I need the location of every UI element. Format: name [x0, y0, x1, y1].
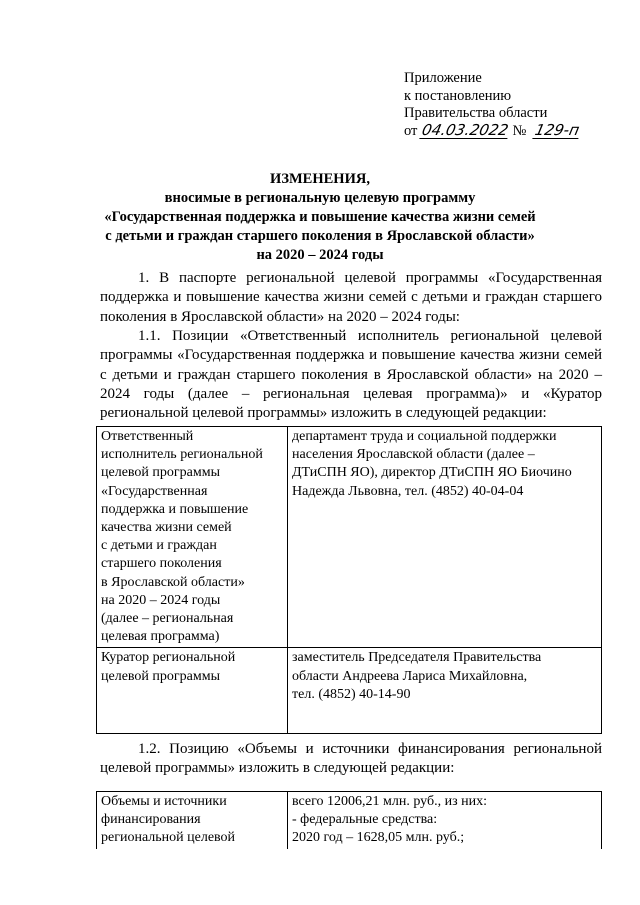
cell-line: «Государственная: [101, 483, 208, 499]
table-row: [97, 427, 602, 648]
cell-line: поддержка и повышение: [101, 501, 249, 517]
appendix-line-3: Правительства области: [404, 105, 548, 121]
cell-line: департамент труда и социальной поддержки: [292, 429, 557, 444]
cell-line: в Ярославской области»: [101, 574, 245, 590]
cell-line: ДТиСПН ЯО), директор ДТиСПН ЯО Биочино: [292, 465, 572, 481]
cell-line: Ответственный: [101, 429, 194, 444]
cell-line: на 2020 – 2024 годы: [101, 592, 221, 608]
cell-line: заместитель Председателя Правительства: [292, 650, 542, 666]
cell-line: населения Ярославской области (далее –: [292, 447, 535, 463]
section-1-2: [100, 740, 602, 779]
cell-line: целевой программы: [101, 465, 220, 481]
cell-line: целевой программы: [101, 668, 220, 684]
cell-line: всего 12006,21 млн. руб., из них:: [292, 794, 488, 809]
title-line-1: ИЗМЕНЕНИЯ,: [270, 171, 370, 187]
section-1-1: [100, 327, 602, 423]
table-cell-label: [97, 792, 288, 849]
appendix-line-1: Приложение: [404, 70, 482, 86]
table-cell-label: [97, 427, 288, 648]
appendix-date-number: [404, 120, 582, 141]
cell-line: Надежда Львовна, тел. (4852) 40-04-04: [292, 483, 524, 499]
appendix-header: [404, 70, 580, 140]
table-cell-value: [288, 792, 602, 849]
table-row: [97, 648, 602, 734]
financing-table: [96, 791, 602, 849]
handwritten-number: 129-п: [533, 120, 582, 139]
title-line-3: «Государственная поддержка и повышение качества жизни семей: [104, 209, 536, 225]
cell-line: области Андреева Лариса Михайловна,: [292, 668, 528, 684]
table-cell-value: [288, 427, 602, 648]
handwritten-date: 04.03.2022: [420, 120, 511, 139]
table-cell-label: [97, 648, 288, 734]
cell-line: - федеральные средства:: [292, 812, 438, 828]
cell-line: с детьми и граждан: [101, 538, 217, 554]
responsible-executor-table: [96, 426, 602, 734]
cell-line: Куратор региональной: [101, 650, 236, 666]
title-line-4: с детьми и граждан старшего поколения в Ярославской области»: [105, 228, 535, 244]
section-1-1-text: 1.1. Позиции «Ответственный исполнитель региональной целевой программы «Государственная поддержка и повышение качества жизни семей с детьми и граждан старшего поколения в Ярославской области» на 2020 – 2024 годы (далее – региональная целевая программа)» и «Куратор региональной целевой программы» изложить в следующей редакции:: [100, 328, 602, 422]
cell-line: качества жизни семей: [101, 520, 232, 536]
cell-line: Объемы и источники: [101, 794, 227, 809]
cell-line: региональной целевой: [101, 830, 236, 846]
cell-line: целевая программа): [101, 629, 220, 645]
table-row: [97, 792, 602, 849]
cell-line: старшего поколения: [101, 556, 222, 572]
section-1-2-text: 1.2. Позицию «Объемы и источники финансирования региональной целевой программы» изложить в следующей редакции:: [100, 741, 602, 777]
cell-line: тел. (4852) 40-14-90: [292, 686, 411, 702]
title-line-2: вносимые в региональную целевую программу: [164, 190, 476, 206]
cell-line: 2020 год – 1628,05 млн. руб.;: [292, 830, 465, 846]
cell-line: исполнитель региональной: [101, 447, 263, 463]
table-cell-value: [288, 648, 602, 734]
from-label: от: [404, 122, 418, 139]
number-label: №: [512, 122, 527, 139]
cell-line: финансирования: [101, 812, 201, 828]
section-1: [100, 269, 602, 327]
appendix-line-2: к постановлению: [404, 87, 512, 104]
section-1-text: 1. В паспорте региональной целевой программы «Государственная поддержка и повышение качества жизни семей с детьми и граждан старшего поколения в Ярославской области» на 2020 – 2024 годы:: [100, 270, 602, 325]
title-line-5: на 2020 – 2024 годы: [256, 247, 384, 263]
document-title: [0, 170, 640, 265]
cell-line: (далее – региональная: [101, 611, 234, 627]
